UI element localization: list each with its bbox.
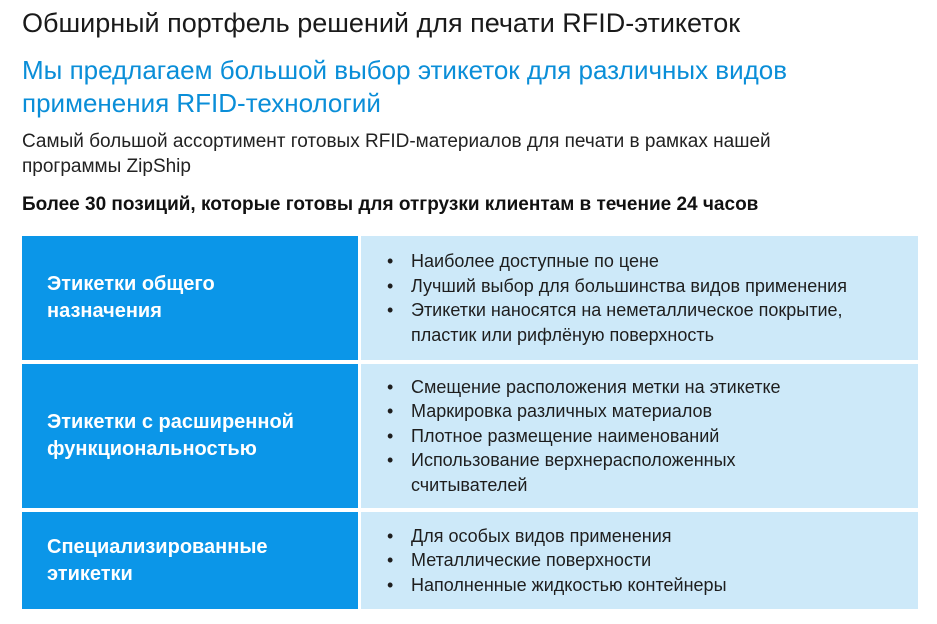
category-label-line: Специализированные bbox=[47, 535, 268, 558]
subtitle-line-2: применения RFID-технологий bbox=[22, 88, 381, 118]
page-title: Обширный портфель решений для печати RFID-этикеток bbox=[22, 8, 741, 38]
label-category-table bbox=[22, 236, 918, 613]
category-label-line: Этикетки общего bbox=[47, 273, 215, 295]
subtitle bbox=[22, 54, 927, 120]
feature-text: • Маркировка различных материалов bbox=[411, 401, 713, 422]
feature-list bbox=[387, 524, 918, 598]
category-cell-general bbox=[22, 236, 358, 360]
feature-item bbox=[387, 524, 918, 549]
intro-line-2: программы ZipShip bbox=[22, 156, 191, 177]
category-row-general bbox=[22, 236, 918, 360]
feature-list bbox=[387, 375, 918, 498]
category-label-line: Этикетки с расширенной bbox=[47, 411, 294, 433]
feature-text: считывателей bbox=[411, 474, 528, 495]
category-cell-specialized bbox=[22, 512, 358, 609]
feature-item bbox=[387, 375, 918, 400]
feature-text: • Наиболее доступные по цене bbox=[411, 251, 659, 271]
feature-item bbox=[387, 399, 918, 424]
feature-text: • Использование верхнерасположенных bbox=[411, 450, 736, 471]
category-row-specialized bbox=[22, 512, 918, 609]
feature-item bbox=[387, 298, 918, 347]
category-cell-extended bbox=[22, 364, 358, 508]
feature-text: • Смещение расположения метки на этикетке bbox=[411, 376, 781, 397]
feature-item bbox=[387, 573, 918, 598]
details-cell-extended bbox=[361, 364, 918, 508]
feature-list bbox=[387, 249, 918, 347]
details-cell-specialized bbox=[361, 512, 918, 609]
feature-text: • Плотное размещение наименований bbox=[411, 425, 720, 446]
category-row-extended bbox=[22, 364, 918, 508]
feature-text: • Наполненные жидкостью контейнеры bbox=[411, 574, 727, 595]
feature-item bbox=[387, 274, 918, 299]
feature-item bbox=[387, 249, 918, 274]
feature-text: • Для особых видов применения bbox=[411, 525, 672, 546]
intro-text bbox=[22, 129, 927, 179]
category-label-line: назначения bbox=[47, 300, 162, 322]
subtitle-line-1: Мы предлагаем большой выбор этикеток для различных видов bbox=[22, 55, 788, 85]
category-label-line: этикетки bbox=[47, 562, 133, 585]
feature-text: • Лучший выбор для большинства видов применения bbox=[411, 275, 847, 296]
feature-item bbox=[387, 448, 918, 497]
feature-text: пластик или рифлёную поверхность bbox=[411, 324, 714, 345]
details-cell-general bbox=[361, 236, 918, 360]
feature-item bbox=[387, 548, 918, 573]
feature-item bbox=[387, 424, 918, 449]
category-label-line: функциональностью bbox=[47, 438, 257, 460]
feature-text: • Этикетки наносятся на неметаллическое покрытие, bbox=[411, 300, 843, 320]
highlight-text: Более 30 позиций, которые готовы для отгрузки клиентам в течение 24 часов bbox=[22, 194, 759, 215]
intro-line-1: Самый большой ассортимент готовых RFID-материалов для печати в рамках нашей bbox=[22, 131, 771, 152]
feature-text: • Металлические поверхности bbox=[411, 550, 652, 571]
